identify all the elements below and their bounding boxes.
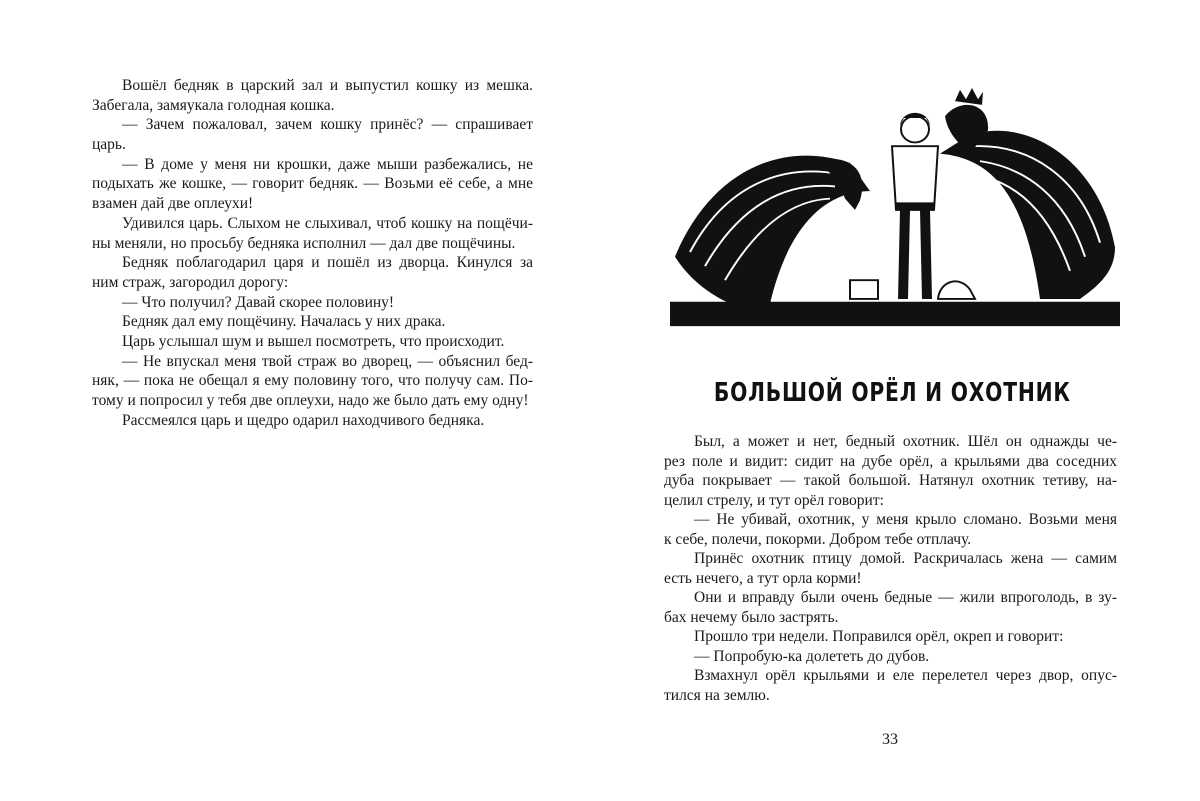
eagles-and-youth-illustration [670,88,1120,328]
text-line: тому и попросил у тебя две оплеухи, надо же было дать ему одну! [92,392,529,409]
text-line: Они и вправду были очень бедные — жили впроголодь, в зу- [694,589,1117,606]
text-line: взамен дай две оплеухи! [92,195,254,213]
text-line: есть нечего, а тут орла корми! [664,569,862,587]
text-line: — Что получил? Давай скорее половину! [122,293,395,311]
left-page-text [92,76,533,430]
story-title: БОЛЬШОЙ ОРЁЛ И ОХОТНИК [713,378,1071,408]
text-line: Был, а может и нет, бедный охотник. Шёл он однажды че- [694,433,1117,450]
text-line: Бедняк поблагодарил царя и пошёл из дворца. Кинулся за [122,254,533,272]
text-line: Взмахнул орёл крыльями и еле перелетел через двор, опус- [694,667,1117,684]
text-line: тился на землю. [664,686,770,704]
text-line: Принёс охотник птицу домой. Раскричалась жена — самим [694,550,1117,567]
text-line: Бедняк дал ему пощёчину. Началась у них драка. [122,313,446,331]
text-line: няк, — пока не обещал я ему половину того, что получу сам. По- [92,372,533,390]
text-line: Царь услышал шум и вышел посмотреть, что происходит. [122,332,505,350]
text-line: подыхать же кошке, — говорит бедняк. — Возьми её себе, а мне [92,175,533,193]
text-line: Удивился царь. Слыхом не слыхивал, чтоб кошку на пощёчи- [122,214,533,232]
text-line: Вошёл бедняк в царский зал и выпустил кошку из мешка. [122,77,533,94]
text-line: — Попробую-ка долететь до дубов. [694,647,930,665]
right-page-text [664,432,1117,705]
text-line: целил стрелу, и тут орёл говорит: [664,491,884,509]
text-line: — В доме у меня ни крошки, даже мыши разбежались, не [122,155,533,173]
text-line: царь. [92,136,126,154]
text-line: Забегала, замяукала голодная кошка. [92,96,335,114]
page-number: 33 [882,731,898,748]
text-line: дуба покрывает — такой большой. Натянул охотник тетиву, на- [664,472,1117,489]
text-line: — Не впускал меня твой страж во дворец, — объяснил бед- [122,352,533,370]
text-line: ним страж, загородил дорогу: [92,273,289,291]
text-line: Рассмеялся царь и щедро одарил находчивого бедняка. [122,411,485,429]
text-line: ны меняли, но просьбу бедняка исполнил — дал две пощёчины. [92,234,516,252]
text-line: Прошло три недели. Поправился орёл, окреп и говорит: [694,628,1064,645]
text-line: бах нечему было застрять. [664,608,839,626]
text-line: — Зачем пожаловал, зачем кошку принёс? — спрашивает [122,116,533,134]
text-line: — Не убивай, охотник, у меня крыло сломано. Возьми меня [694,511,1117,528]
text-line: к себе, полечи, покорми. Добром тебе отплачу. [664,530,972,548]
text-line: рез поле и видит: сидит на дубе орёл, а крыльями два соседних [664,452,1117,470]
